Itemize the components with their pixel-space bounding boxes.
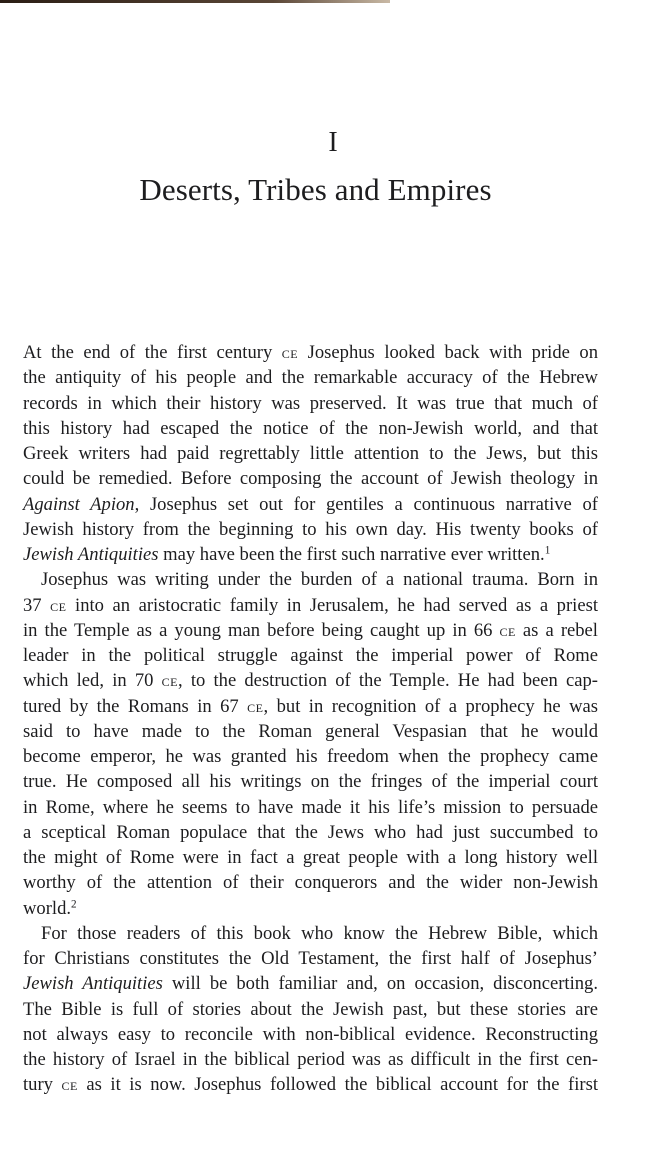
text-line: [23, 1022, 598, 1047]
text-segment: The Bible is full of stories about the Jewish past, but these stories are: [23, 998, 598, 1020]
body-text: [23, 340, 598, 1098]
era-abbreviation: ce: [281, 343, 299, 362]
text-line: [23, 1072, 598, 1097]
text-segment: into an aristocratic family in Jerusalem, he had served as a priest: [66, 594, 598, 616]
footnote-marker: 1: [544, 544, 551, 557]
text-line: [23, 668, 598, 693]
text-segment: true. He composed all his writings on the fringes of the imperial court: [23, 771, 598, 793]
text-line: [23, 769, 598, 794]
text-segment: , but in recognition of a prophecy he was: [263, 695, 598, 717]
text-line: [23, 593, 598, 618]
text-line: [23, 517, 598, 542]
text-line: [23, 466, 598, 491]
text-segment: Josephus looked back with pride on: [298, 342, 598, 363]
text-segment: Greek writers had paid regrettably little attention to the Jews, but this: [23, 443, 598, 464]
footnote-marker: 2: [71, 897, 77, 910]
text-segment: the might of Rome were in fact a great people with a long history well: [23, 847, 598, 868]
text-segment: the history of Israel in the biblical period was as difficult in the first cen-: [23, 1049, 598, 1070]
text-line: [23, 567, 598, 592]
text-line: [23, 492, 598, 517]
text-line: [23, 946, 598, 971]
italic-title: Jewish Antiquities: [23, 973, 163, 995]
text-segment: become emperor, he was granted his freedom when the prophecy came: [23, 746, 598, 767]
text-segment: For those readers of this book who know the Hebrew Bible, which: [41, 922, 598, 944]
era-abbreviation: ce: [247, 696, 264, 716]
text-segment: tured by the Romans in 67: [23, 695, 248, 717]
text-segment: , Josephus set out for gentiles a continuous narrative of: [134, 493, 598, 515]
text-line: [23, 542, 598, 567]
era-abbreviation: ce: [50, 595, 67, 615]
text-segment: as a rebel: [515, 619, 598, 641]
text-line: [23, 921, 598, 946]
text-line: [23, 1047, 598, 1072]
text-segment: which led, in 70: [23, 670, 162, 692]
text-line: [23, 820, 598, 845]
text-line: [23, 643, 598, 668]
text-line: [23, 719, 598, 744]
text-segment: the antiquity of his people and the remarkable accuracy of the Hebrew: [23, 367, 598, 389]
text-segment: 37: [23, 594, 51, 616]
text-segment: will be both familiar and, on occasion, disconcerting.: [162, 973, 598, 995]
text-segment: not always easy to reconcile with non-biblical evidence. Reconstructing: [23, 1023, 598, 1045]
text-segment: worthy of the attention of their conquerors and the wider non-Jewish: [23, 872, 598, 894]
text-line: [23, 340, 598, 365]
text-line: [23, 896, 598, 921]
era-abbreviation: ce: [161, 671, 178, 691]
text-segment: this history had escaped the notice of the non-Jewish world, and that: [23, 417, 598, 439]
text-segment: for Christians constitutes the Old Testament, the first half of Josephus’: [23, 948, 598, 969]
text-line: [23, 416, 598, 441]
italic-title: Jewish Antiquities: [23, 544, 159, 565]
text-segment: Josephus was writing under the burden of a national trauma. Born in: [41, 569, 598, 591]
text-segment: said to have made to the Roman general Vespasian that he would: [23, 720, 598, 742]
text-line: [23, 391, 598, 416]
text-segment: could be remedied. Before composing the account of Jewish theology in: [23, 468, 598, 490]
text-segment: may have been the first such narrative ever written.: [158, 544, 545, 565]
text-line: [23, 870, 598, 895]
text-line: [23, 694, 598, 719]
text-segment: , to the destruction of the Temple. He had been cap-: [177, 670, 598, 692]
italic-title: Against Apion: [23, 493, 135, 515]
text-segment: tury: [23, 1074, 62, 1096]
text-line: [23, 845, 598, 870]
text-segment: world.: [23, 897, 72, 919]
chapter-number: I: [328, 127, 338, 158]
text-segment: in Rome, where he seems to have made it his life’s mission to persuade: [23, 796, 598, 818]
text-segment: in the Temple as a young man before being caught up in 66: [23, 619, 500, 641]
text-segment: Jewish history from the beginning to his own day. His twenty books of: [23, 518, 598, 540]
text-line: [23, 365, 598, 390]
chapter-title: Deserts, Tribes and Empires: [139, 172, 492, 207]
text-line: [23, 997, 598, 1022]
text-segment: leader in the political struggle against the imperial power of Rome: [23, 645, 598, 666]
text-line: [23, 441, 598, 466]
text-segment: as it is now. Josephus followed the biblical account for the first: [77, 1074, 598, 1096]
page-top-edge: [0, 0, 390, 3]
text-segment: records in which their history was preserved. It was true that much of: [23, 392, 598, 414]
text-segment: a sceptical Roman populace that the Jews who had just succumbed to: [23, 821, 598, 843]
era-abbreviation: ce: [61, 1075, 78, 1095]
text-line: [23, 744, 598, 769]
text-line: [23, 618, 598, 643]
era-abbreviation: ce: [499, 620, 516, 640]
text-line: [23, 795, 598, 820]
text-segment: At the end of the first century: [23, 342, 282, 363]
text-line: [23, 971, 598, 996]
